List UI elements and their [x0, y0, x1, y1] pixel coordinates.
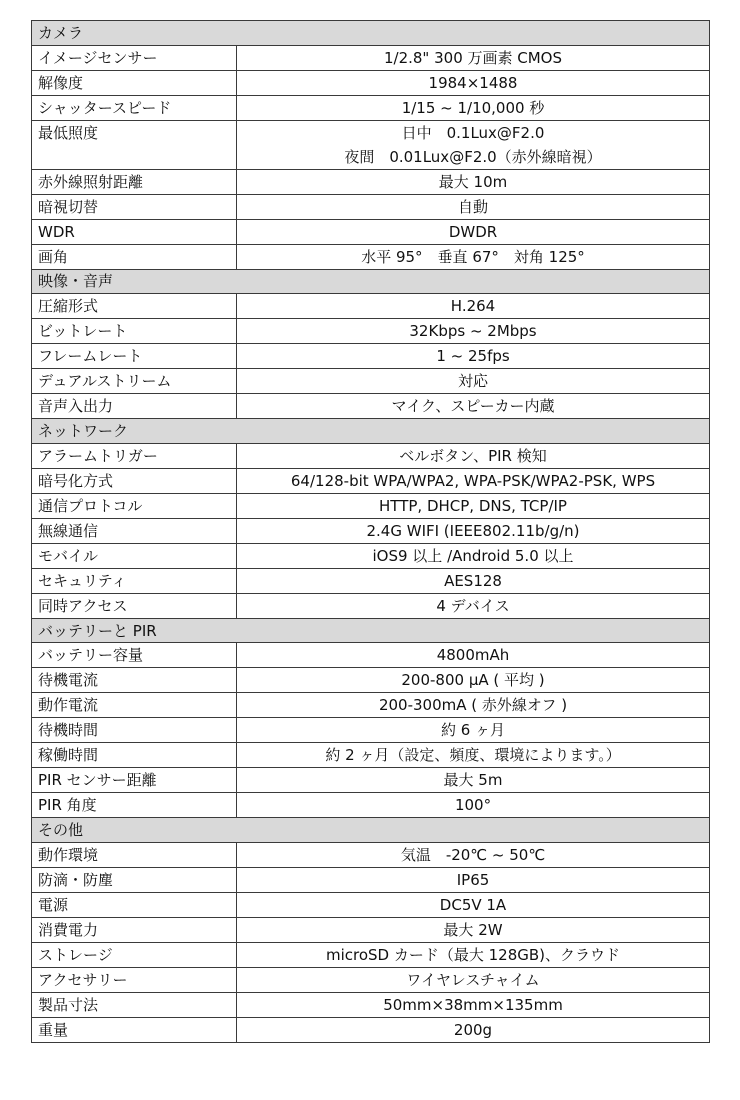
spec-value: 気温 -20℃ ~ 50℃ — [400, 845, 546, 864]
section-title: ネットワーク — [32, 419, 710, 444]
spec-value-cell — [237, 443, 710, 468]
spec-label: 電源 — [32, 892, 237, 917]
spec-row — [32, 668, 710, 693]
spec-label: 無線通信 — [32, 518, 237, 543]
spec-value: DWDR — [448, 222, 498, 241]
spec-label: デュアルストリーム — [32, 369, 237, 394]
spec-value-cell — [237, 120, 710, 169]
spec-label: 同時アクセス — [32, 593, 237, 618]
section-header-row — [32, 21, 710, 46]
section-header-row — [32, 269, 710, 294]
spec-label: 暗号化方式 — [32, 468, 237, 493]
spec-value-cell — [237, 593, 710, 618]
spec-value-cell — [237, 793, 710, 818]
spec-value-cell — [237, 718, 710, 743]
spec-row — [32, 593, 710, 618]
spec-label: 通信プロトコル — [32, 493, 237, 518]
spec-label: モバイル — [32, 543, 237, 568]
spec-value-cell — [237, 867, 710, 892]
spec-label: ストレージ — [32, 942, 237, 967]
spec-value-cell — [237, 892, 710, 917]
spec-row — [32, 917, 710, 942]
spec-value: マイク、スピーカー内蔵 — [391, 397, 555, 416]
spec-value-cell — [237, 568, 710, 593]
spec-row — [32, 70, 710, 95]
spec-value-cell — [237, 668, 710, 693]
spec-row — [32, 992, 710, 1017]
spec-row — [32, 867, 710, 892]
spec-value: 200-300mA ( 赤外線オフ ) — [378, 696, 568, 715]
spec-label: ビットレート — [32, 319, 237, 344]
spec-value-cell — [237, 743, 710, 768]
spec-label: 解像度 — [32, 70, 237, 95]
spec-row — [32, 718, 710, 743]
spec-label: 防滴・防塵 — [32, 867, 237, 892]
spec-value-cell — [237, 693, 710, 718]
spec-label: 暗視切替 — [32, 194, 237, 219]
spec-value: 夜間 0.01Lux@F2.0（赤外線暗視） — [344, 147, 602, 166]
spec-value: 最大 5m — [443, 771, 503, 790]
spec-row — [32, 219, 710, 244]
spec-value: 最大 2W — [443, 920, 503, 939]
spec-value-cell — [237, 518, 710, 543]
spec-value-cell — [237, 394, 710, 419]
spec-value: ワイヤレスチャイム — [406, 970, 540, 989]
spec-row — [32, 45, 710, 70]
spec-value-cell — [237, 493, 710, 518]
spec-row — [32, 443, 710, 468]
section-header-row — [32, 818, 710, 843]
spec-label: 赤外線照射距離 — [32, 169, 237, 194]
spec-value: 水平 95° 垂直 67° 対角 125° — [361, 247, 585, 266]
spec-value: microSD カード（最大 128GB)、クラウド — [325, 945, 621, 964]
spec-value: IP65 — [456, 870, 490, 889]
spec-label: 音声入出力 — [32, 394, 237, 419]
spec-value-cell — [237, 319, 710, 344]
spec-label: フレームレート — [32, 344, 237, 369]
spec-row — [32, 892, 710, 917]
spec-label: PIR 角度 — [32, 793, 237, 818]
spec-row — [32, 394, 710, 419]
spec-value-cell — [237, 468, 710, 493]
spec-value-cell — [237, 95, 710, 120]
spec-row — [32, 768, 710, 793]
spec-value: 最大 10m — [438, 172, 508, 191]
spec-row — [32, 369, 710, 394]
spec-value: 32Kbps ~ 2Mbps — [409, 322, 537, 341]
section-header-row — [32, 618, 710, 643]
spec-value: ベルボタン、PIR 検知 — [399, 446, 547, 465]
spec-value: 日中 0.1Lux@F2.0 — [401, 123, 545, 142]
spec-label: アラームトリガー — [32, 443, 237, 468]
spec-row — [32, 194, 710, 219]
spec-row — [32, 942, 710, 967]
spec-value: H.264 — [450, 297, 496, 316]
spec-label: 待機電流 — [32, 668, 237, 693]
spec-row — [32, 967, 710, 992]
spec-value-cell — [237, 294, 710, 319]
section-title: その他 — [32, 818, 710, 843]
spec-label: イメージセンサー — [32, 45, 237, 70]
spec-value-cell — [237, 942, 710, 967]
spec-label: アクセサリー — [32, 967, 237, 992]
spec-row — [32, 244, 710, 269]
spec-value: 1984×1488 — [428, 73, 518, 92]
spec-row — [32, 95, 710, 120]
spec-value: 対応 — [458, 372, 489, 391]
spec-value-cell — [237, 643, 710, 668]
spec-row — [32, 568, 710, 593]
spec-row — [32, 842, 710, 867]
spec-label: 製品寸法 — [32, 992, 237, 1017]
spec-value-cell — [237, 543, 710, 568]
spec-value: 200-800 μA ( 平均 ) — [401, 671, 545, 690]
spec-row — [32, 468, 710, 493]
spec-row — [32, 543, 710, 568]
spec-value-cell — [237, 768, 710, 793]
spec-row — [32, 344, 710, 369]
spec-value: DC5V 1A — [439, 895, 507, 914]
spec-value-cell — [237, 344, 710, 369]
spec-table-body — [32, 21, 710, 1043]
section-title: 映像・音声 — [32, 269, 710, 294]
spec-row — [32, 518, 710, 543]
spec-value: 4 デバイス — [436, 596, 510, 615]
section-title: バッテリーと PIR — [32, 618, 710, 643]
spec-value-cell — [237, 917, 710, 942]
spec-label: セキュリティ — [32, 568, 237, 593]
spec-row — [32, 493, 710, 518]
spec-value-cell — [237, 70, 710, 95]
spec-label: 圧縮形式 — [32, 294, 237, 319]
spec-row — [32, 693, 710, 718]
spec-label: 重量 — [32, 1017, 237, 1042]
spec-value-cell — [237, 1017, 710, 1042]
spec-value: HTTP, DHCP, DNS, TCP/IP — [379, 496, 567, 515]
spec-label: 画角 — [32, 244, 237, 269]
spec-row — [32, 743, 710, 768]
spec-value: iOS9 以上 /Android 5.0 以上 — [372, 546, 574, 565]
spec-value: AES128 — [444, 571, 502, 590]
spec-value: 約 6 ヶ月 — [440, 721, 506, 740]
spec-value: 1 ~ 25fps — [436, 347, 510, 366]
spec-value: 4800mAh — [436, 646, 510, 665]
spec-label: PIR センサー距離 — [32, 768, 237, 793]
spec-value-cell — [237, 992, 710, 1017]
spec-value: 自動 — [458, 197, 489, 216]
spec-value-cell — [237, 369, 710, 394]
spec-label: 稼働時間 — [32, 743, 237, 768]
spec-label: バッテリー容量 — [32, 643, 237, 668]
spec-table — [31, 20, 710, 1043]
spec-value: 200g — [453, 1020, 493, 1039]
spec-row — [32, 319, 710, 344]
spec-value: 64/128-bit WPA/WPA2, WPA-PSK/WPA2-PSK, WPS — [290, 471, 656, 490]
spec-value-cell — [237, 967, 710, 992]
section-header-row — [32, 419, 710, 444]
spec-value-cell — [237, 45, 710, 70]
spec-value-cell — [237, 219, 710, 244]
spec-row — [32, 793, 710, 818]
spec-label: 消費電力 — [32, 917, 237, 942]
spec-label: 最低照度 — [32, 120, 237, 169]
spec-row — [32, 294, 710, 319]
spec-row — [32, 643, 710, 668]
spec-value-cell — [237, 244, 710, 269]
spec-row — [32, 169, 710, 194]
spec-label: WDR — [32, 219, 237, 244]
spec-value: 約 2 ヶ月（設定、頻度、環境によります。） — [325, 746, 621, 765]
spec-label: 待機時間 — [32, 718, 237, 743]
spec-value: 1/15 ~ 1/10,000 秒 — [401, 98, 545, 117]
spec-value: 2.4G WIFI (IEEE802.11b/g/n) — [366, 521, 580, 540]
spec-value-cell — [237, 169, 710, 194]
spec-row — [32, 1017, 710, 1042]
spec-value: 1/2.8" 300 万画素 CMOS — [383, 48, 563, 67]
spec-label: 動作環境 — [32, 842, 237, 867]
spec-row — [32, 120, 710, 169]
spec-value: 100° — [454, 796, 492, 815]
spec-value: 50mm×38mm×135mm — [383, 995, 563, 1014]
spec-value-cell — [237, 194, 710, 219]
spec-value-cell — [237, 842, 710, 867]
spec-label: シャッタースピード — [32, 95, 237, 120]
spec-label: 動作電流 — [32, 693, 237, 718]
section-title: カメラ — [32, 21, 710, 46]
